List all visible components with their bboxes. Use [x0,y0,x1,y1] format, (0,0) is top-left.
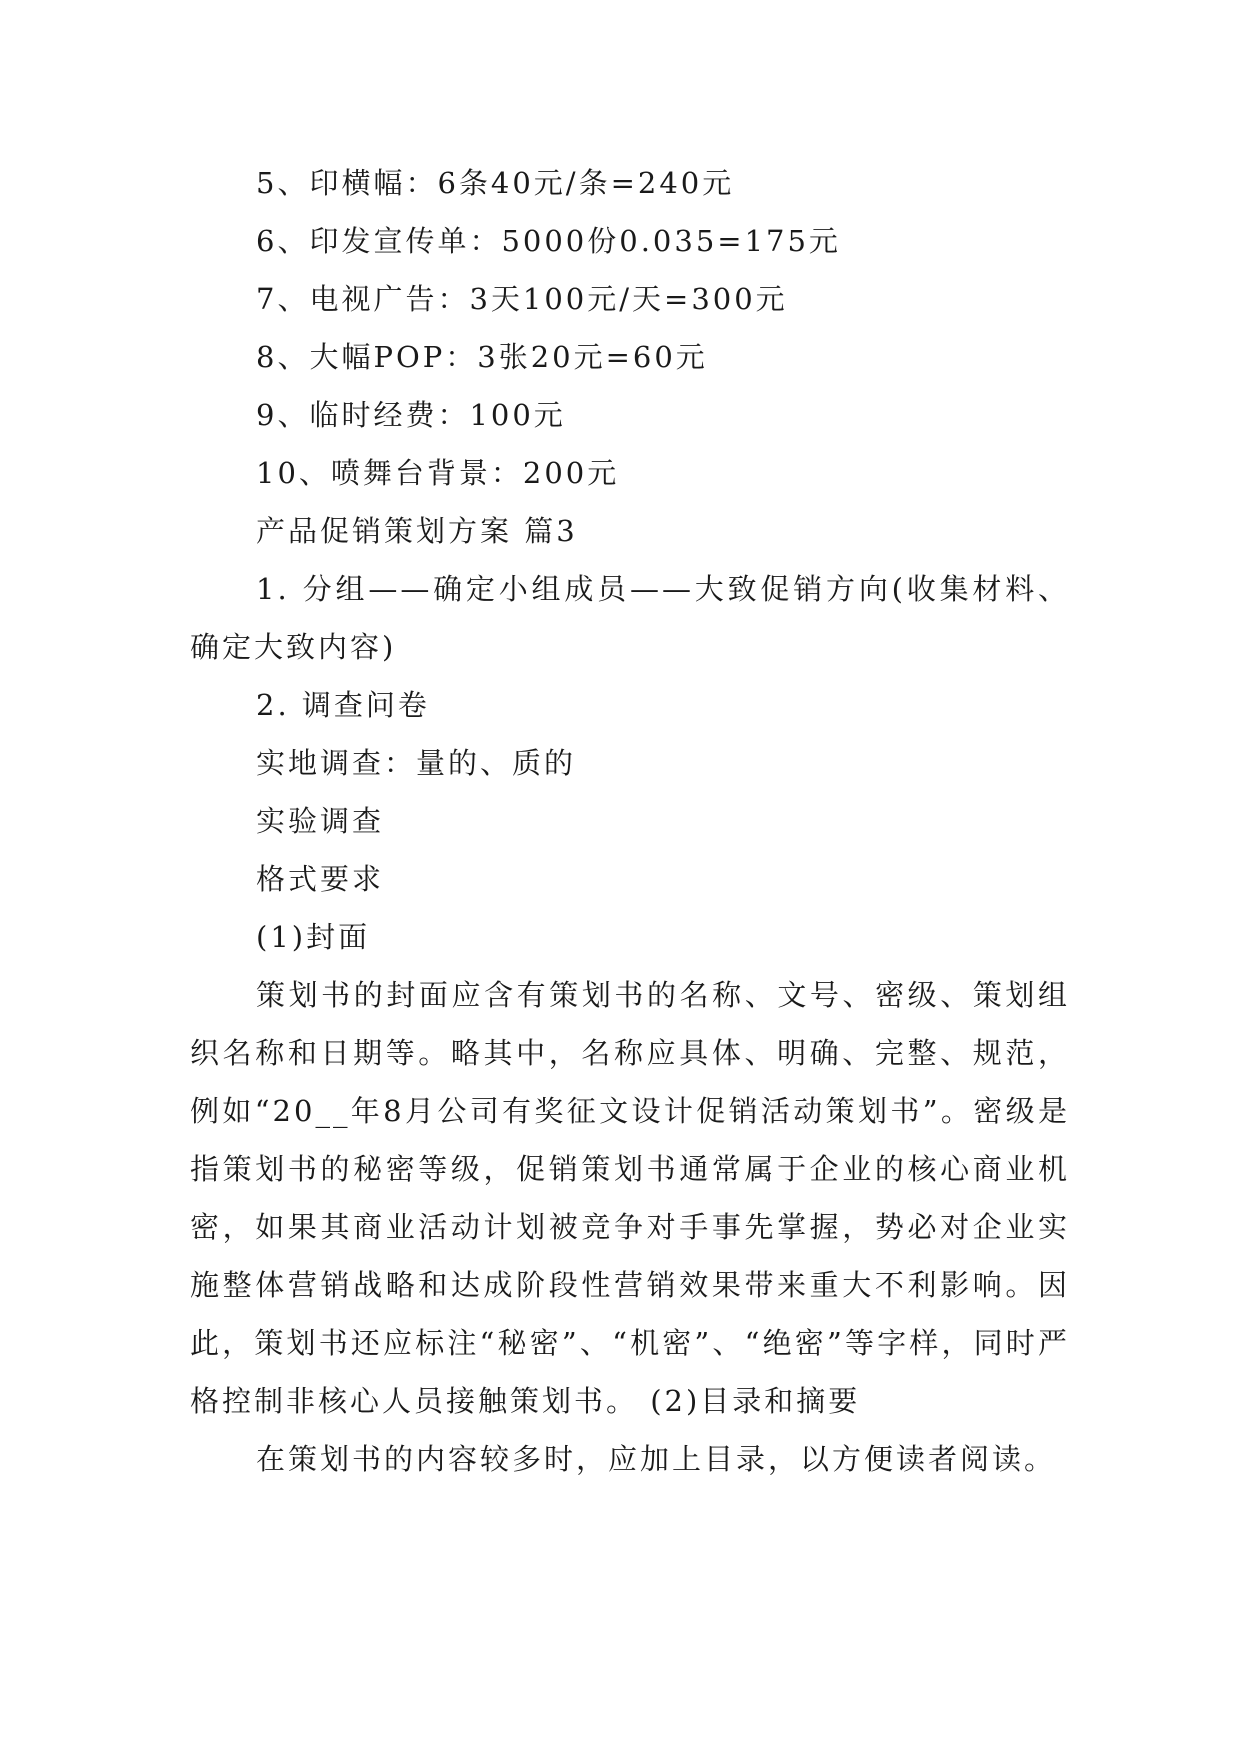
format-heading: 格式要求 [256,862,385,896]
budget-item-tv-ad: 7、电视广告：3天100元/天=300元 [256,282,788,316]
section-heading: 产品促销策划方案 篇3 [256,514,578,548]
step-questionnaire: 2. 调查问卷 [256,688,430,722]
cover-paragraph: 策划书的封面应含有策划书的名称、文号、密级、策划组织名称和日期等。略其中，名称应具体、明确、完整、规范，例如“20__年8月公司有奖征文设计促销活动策划书”。密级是指策划书的秘密等级，促销策划书通常属于企业的核心商业机密，如果其商业活动计划被竞争对手事先掌握，势必对企业实施整体营销战略和达成阶段性营销效果带来重大不利影响。因此，策划书还应标注“秘密”、“机密”、“绝密”等字样，同时严格控制非核心人员接触策划书。 (2)目录和摘要 [190,978,1070,1418]
step-grouping: 1. 分组——确定小组成员——大致促销方向(收集材料、确定大致内容) [190,572,1070,664]
survey-experiment: 实验调查 [256,804,385,838]
budget-item-stage-backdrop: 10、喷舞台背景：200元 [256,456,620,490]
budget-item-banner: 5、印横幅：6条40元/条=240元 [256,166,735,200]
survey-field: 实地调查：量的、质的 [256,746,577,780]
budget-item-pop: 8、大幅POP：3张20元=60元 [256,340,708,374]
budget-item-flyer: 6、印发宣传单：5000份0.035=175元 [256,224,841,258]
budget-item-temporary: 9、临时经费：100元 [256,398,566,432]
document-body [190,154,1070,1488]
cover-heading: (1)封面 [256,920,371,954]
toc-paragraph: 在策划书的内容较多时，应加上目录，以方便读者阅读。 [256,1442,1057,1476]
